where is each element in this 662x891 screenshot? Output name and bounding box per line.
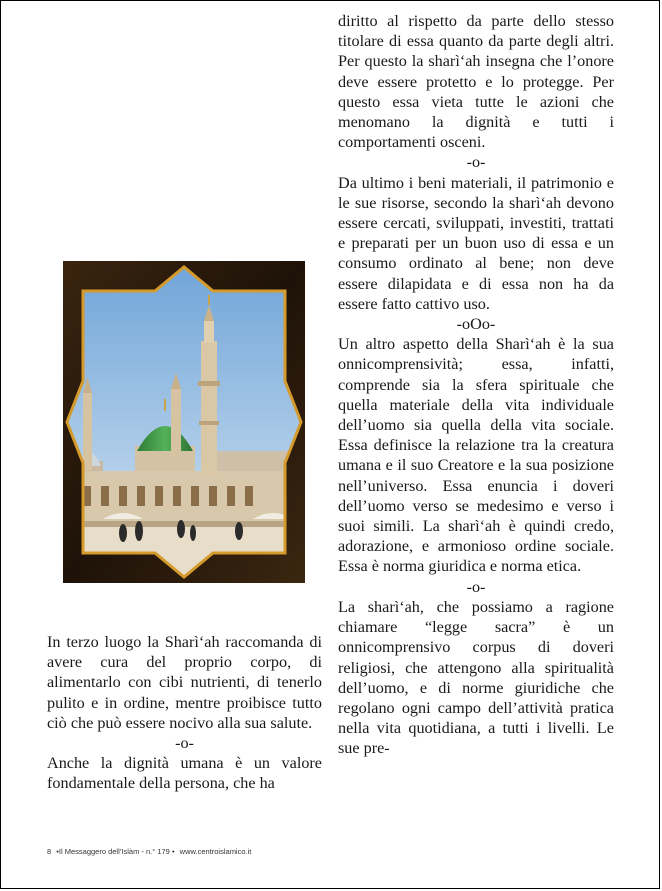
mosque-photo (63, 261, 305, 583)
separator: -oOo- (456, 315, 496, 334)
paragraph: Da ultimo i beni materiali, il patrimonio e le sue risorse, secondo la sharì‘ah devono essere cercati, sviluppati, investiti, trattati e preparati per un buon uso di essa e un consumo ordinato al bene; non deve essere dilapidata e di essa non ha da essere fatto cattivo uso. (338, 173, 614, 313)
left-column (47, 632, 322, 794)
paragraph: In terzo luogo la Sharì‘ah raccomanda di avere cura del proprio corpo, di alimentarlo con cibi nutrienti, di tenerlo pulito e in ordine, mentre proibisce tutto ciò che può essere nocivo alla sua salute. (47, 633, 322, 732)
website-link[interactable]: www.centroislamico.it (179, 847, 252, 856)
mosque-through-star-window-icon (63, 261, 305, 583)
separator: -o- (466, 577, 486, 596)
right-column (338, 11, 614, 759)
paragraph: Un altro aspetto della Sharì‘ah è la sua onnicomprensività; essa, infatti, comprende sia la sfera spirituale che quella materiale della vita individuale dell’uomo sia quella della vita sociale. Essa definisce la relazione tra la creatura umana e il suo Creatore e la sua posizione nell’universo. Essa enuncia i doveri dell’uomo verso se medesimo e verso i suoi simili. La sharì‘ah è quindi credo, adorazione, e armonioso ordine sociale. Essa è norma giuridica e norma etica. (338, 335, 614, 576)
page-number: 8 (47, 847, 52, 856)
paragraph: diritto al rispetto da parte dello stesso titolare di essa quanto da parte degli altri. Per questo la sharì‘ah insegna che l’onore deve essere protetto e lo protegge. Per questo essa vieta tutte le azioni che menomano la dignità e tutti i comportamenti osceni. (338, 12, 614, 152)
separator: -o- (175, 734, 194, 753)
paragraph: Anche la dignità umana è un valore fondamentale della persona, che ha (47, 754, 322, 793)
magazine-title: •Il Messaggero dell’Islàm - n.° 179 • (56, 847, 175, 856)
separator: -o- (466, 153, 486, 172)
paragraph: La sharì‘ah, che possiamo a ragione chiamare “legge sacra” è un onnicomprensivo corpus di doveri religiosi, che attengono alla spiritualità dell’uomo, e di norme giuridiche che regolano ogni campo dell’attività pratica nella vita quotidiana, a tutti i livelli. Le sue pre- (338, 597, 614, 758)
page-footer (47, 847, 254, 856)
